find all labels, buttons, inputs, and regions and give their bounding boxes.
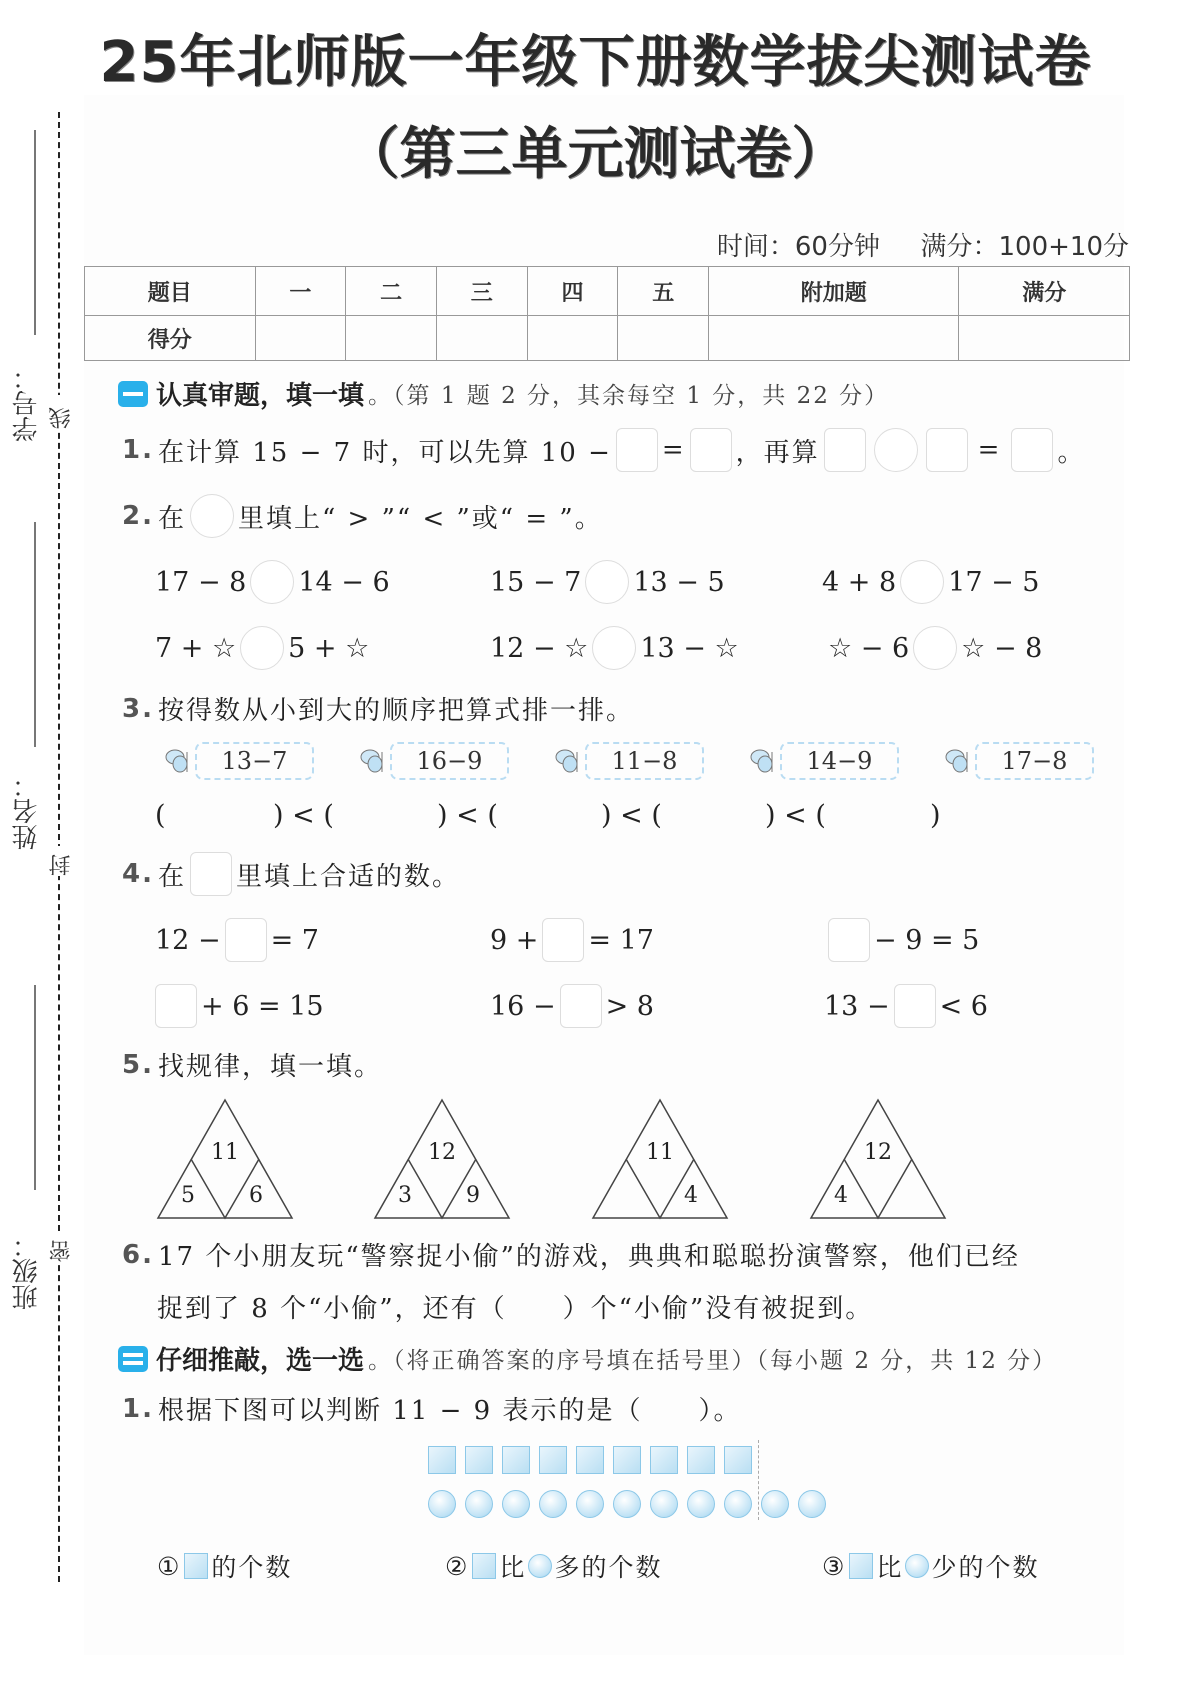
expression-card [360, 742, 509, 780]
answer-box[interactable] [894, 984, 936, 1028]
seal-word-seal: 封 [46, 846, 72, 876]
option-text: 多的个数 [554, 1553, 663, 1582]
expression-card [165, 742, 314, 780]
order-blank[interactable] [185, 800, 255, 832]
expr-before: 13 − [824, 990, 890, 1022]
number-triangle [372, 1098, 512, 1232]
option-2[interactable] [445, 1548, 662, 1584]
answer-blank[interactable] [505, 1288, 575, 1322]
number-triangle [808, 1098, 948, 1232]
section-2-title: 仔细推敲，选一选 [156, 1346, 365, 1376]
question-number: 1. [122, 435, 154, 465]
col-header: 二 [346, 267, 437, 316]
expression-card [555, 742, 704, 780]
question-1-3 [122, 690, 634, 727]
answer-box[interactable] [616, 428, 658, 472]
expr-after: = 7 [270, 924, 319, 956]
section-1-header [118, 375, 889, 412]
option-mark: ② [445, 1551, 470, 1581]
square-icon [687, 1446, 715, 1474]
square-icon [613, 1446, 641, 1474]
less-than: ) < ( [765, 800, 826, 831]
score-cell[interactable] [346, 316, 437, 361]
triangle-right: 4 [684, 1183, 698, 1208]
square-icon [724, 1446, 752, 1474]
answer-box[interactable] [690, 428, 732, 472]
period: 。 [1057, 437, 1086, 468]
option-text: 的个数 [211, 1553, 293, 1582]
butterfly-icon [165, 746, 195, 776]
circle-icon [687, 1490, 715, 1518]
score-cell[interactable] [255, 316, 346, 361]
expr-right: 17 − 5 [948, 566, 1040, 598]
question-text: 17 个小朋友玩“警察捉小偷”的游戏，典典和聪聪扮演警察，他们已经 [157, 1242, 1020, 1272]
expression-card-label: 16−9 [390, 742, 509, 780]
question-text: 找规律，填一填。 [157, 1052, 382, 1082]
order-blank[interactable] [520, 800, 600, 832]
compare-item [490, 626, 739, 670]
compare-item [490, 560, 725, 604]
compare-item [822, 560, 1039, 604]
compare-circle[interactable] [900, 560, 944, 604]
score-cell[interactable] [709, 316, 959, 361]
expr-left: ☆ − 6 [828, 632, 910, 664]
triangle-left[interactable]: 5 [181, 1183, 195, 1208]
expression-card-label: 13−7 [195, 742, 314, 780]
col-header: 一 [255, 267, 346, 316]
option-text: 少的个数 [931, 1553, 1040, 1582]
expr-right: 5 + ☆ [288, 632, 370, 664]
page-title: 25年北师版一年级下册数学拔尖测试卷 [99, 30, 1092, 95]
answer-box[interactable] [828, 918, 870, 962]
name-label: 姓名： [12, 772, 42, 850]
student-id-label: 学号： [12, 364, 42, 442]
expr-after: = 17 [588, 924, 654, 956]
order-blank[interactable] [685, 800, 765, 832]
expr-right: 13 − 5 [633, 566, 725, 598]
score-table [84, 266, 1130, 361]
order-blank[interactable] [845, 800, 925, 832]
order-answer-line [155, 800, 955, 836]
divider-dashed-line [758, 1440, 759, 1520]
fill-item [155, 918, 319, 962]
score-row [85, 316, 1130, 361]
answer-box[interactable] [824, 428, 866, 472]
circle-icon [465, 1490, 493, 1518]
less-than: ) < ( [437, 800, 498, 831]
squares-row [428, 1446, 761, 1474]
class-label: 班级： [12, 1232, 42, 1310]
name-write-line[interactable] [34, 522, 36, 747]
student-id-write-line[interactable] [34, 130, 36, 335]
answer-box[interactable] [225, 918, 267, 962]
compare-item [155, 626, 369, 670]
expression-card-label: 14−9 [780, 742, 899, 780]
circle-icon [613, 1490, 641, 1518]
circle-icon [761, 1490, 789, 1518]
expr-left: 4 + 8 [822, 566, 897, 598]
compare-item [828, 626, 1042, 670]
seal-word-line: 线 [46, 395, 72, 429]
equals-sign: = [977, 435, 1002, 465]
question-number: 5. [122, 1049, 154, 1080]
square-icon [539, 1446, 567, 1474]
question-number: 6. [122, 1239, 154, 1270]
question-text: 根据下图可以判断 11 − 9 表示的是（ ）。 [157, 1396, 742, 1426]
question-text: 按得数从小到大的顺序把算式排一排。 [157, 696, 634, 726]
square-icon [650, 1446, 678, 1474]
score-cell[interactable] [959, 316, 1130, 361]
expr-after: + 6 = 15 [201, 990, 324, 1022]
expr-right: 14 − 6 [298, 566, 390, 598]
col-header: 三 [436, 267, 527, 316]
number-triangle [590, 1098, 730, 1232]
fill-item [151, 984, 324, 1028]
question-1-4 [122, 852, 460, 896]
expr-before: 9 + [490, 924, 539, 956]
option-3[interactable] [822, 1548, 1039, 1584]
square-icon [465, 1446, 493, 1474]
question-2-1 [122, 1390, 741, 1427]
question-number: 2. [122, 501, 154, 531]
question-1-1 [122, 428, 1085, 472]
bracket: ) [930, 800, 941, 831]
option-1[interactable] [157, 1548, 292, 1584]
col-header: 附加题 [709, 267, 959, 316]
operator-circle[interactable] [874, 428, 918, 472]
option-text: 比 [876, 1553, 904, 1582]
compare-circle[interactable] [913, 626, 957, 670]
triangle-top: 11 [646, 1140, 674, 1165]
expr-right: ☆ − 8 [961, 632, 1043, 664]
row-label: 得分 [85, 316, 256, 361]
full-score: 满分：100+10分 [920, 232, 1129, 262]
score-cell[interactable] [527, 316, 618, 361]
score-cell[interactable] [436, 316, 527, 361]
question-1-5 [122, 1046, 382, 1083]
circle-icon [576, 1490, 604, 1518]
question-number: 1. [122, 1393, 154, 1424]
question-text: 在 [157, 503, 186, 534]
col-header: 题目 [85, 267, 256, 316]
exam-meta [717, 226, 1129, 263]
circle-icon [905, 1554, 929, 1578]
question-text: 在计算 15 − 7 时，可以先算 10 − [157, 437, 612, 468]
question-1-2 [122, 494, 603, 538]
score-cell[interactable] [618, 316, 709, 361]
butterfly-icon [360, 746, 390, 776]
compare-circle[interactable] [250, 560, 294, 604]
question-text: 里填上“ > ”“ < ”或“ = ”。 [238, 503, 603, 534]
question-text: ，再算 [735, 437, 820, 468]
section-1-title: 认真审题，填一填 [156, 381, 365, 411]
option-mark: ③ [822, 1551, 847, 1581]
compare-circle[interactable] [240, 626, 284, 670]
order-blank[interactable] [355, 800, 435, 832]
expr-left: 15 − 7 [490, 566, 582, 598]
section-1-badge-icon [118, 381, 148, 407]
circle-icon [528, 1554, 552, 1578]
expression-card-label: 17−8 [975, 742, 1094, 780]
score-table-header [85, 267, 1130, 316]
class-write-line[interactable] [34, 985, 36, 1190]
square-icon [849, 1553, 873, 1579]
section-2-header [118, 1340, 1057, 1377]
expr-left: 17 − 8 [155, 566, 247, 598]
square-icon [472, 1553, 496, 1579]
circle-icon [724, 1490, 752, 1518]
time-limit: 时间：60分钟 [716, 232, 880, 262]
expr-after: > 8 [605, 990, 654, 1022]
page-subtitle: （第三单元测试卷） [343, 122, 848, 187]
fill-item [490, 918, 654, 962]
question-1-6-line2: 捉到了 8 个“小偷”，还有（ ）个“小偷”没有被捉到。 [157, 1294, 874, 1324]
answer-box[interactable] [542, 918, 584, 962]
question-text: 里填上合适的数。 [236, 861, 461, 892]
square-icon [502, 1446, 530, 1474]
square-icon [184, 1553, 208, 1579]
fill-item [490, 984, 654, 1028]
expression-card [750, 742, 899, 780]
col-header: 四 [527, 267, 618, 316]
expr-left: 12 − ☆ [490, 632, 589, 664]
section-1-note: 。（第 1 题 2 分，其余每空 1 分，共 22 分） [368, 383, 890, 409]
triangle-right[interactable]: 6 [249, 1183, 263, 1208]
expr-before: 16 − [490, 990, 556, 1022]
circle-icon [539, 1490, 567, 1518]
option-mark: ① [157, 1551, 182, 1581]
triangle-top: 11 [211, 1140, 239, 1165]
triangle-left[interactable]: 3 [398, 1183, 412, 1208]
section-2-note: 。（将正确答案的序号填在括号里）（每小题 2 分，共 12 分） [368, 1348, 1058, 1374]
circle-icon [502, 1490, 530, 1518]
compare-circle[interactable] [592, 626, 636, 670]
col-header: 五 [618, 267, 709, 316]
triangle-right-blank[interactable] [902, 1183, 922, 1207]
circle-icon [798, 1490, 826, 1518]
expr-left: 7 + ☆ [155, 632, 237, 664]
circles-row [428, 1490, 835, 1518]
answer-box[interactable] [155, 984, 197, 1028]
question-number: 3. [122, 693, 154, 724]
expr-right: 13 − ☆ [640, 632, 739, 664]
answer-box[interactable] [1011, 428, 1053, 472]
triangle-right[interactable]: 9 [466, 1183, 480, 1208]
section-2-badge-icon [118, 1346, 148, 1372]
circle-icon [650, 1490, 678, 1518]
expression-card [945, 742, 1094, 780]
triangle-left-blank[interactable] [616, 1183, 636, 1207]
expr-after: < 6 [939, 990, 988, 1022]
answer-box[interactable] [926, 428, 968, 472]
butterfly-icon [945, 746, 975, 776]
less-than: ) < ( [273, 800, 334, 831]
circle-icon [428, 1490, 456, 1518]
bracket: ( [155, 800, 166, 831]
col-header: 满分 [959, 267, 1130, 316]
answer-box[interactable] [560, 984, 602, 1028]
compare-item [155, 560, 390, 604]
seal-word-secret: 密 [46, 1232, 72, 1262]
square-icon [428, 1446, 456, 1474]
equals-sign: = [661, 435, 686, 465]
compare-circle[interactable] [585, 560, 629, 604]
expr-after: − 9 = 5 [874, 924, 980, 956]
butterfly-icon [750, 746, 780, 776]
question-text: 在 [157, 861, 186, 892]
fill-item [824, 984, 988, 1028]
fill-item [824, 918, 979, 962]
triangle-left: 4 [834, 1183, 848, 1208]
option-text: 比 [499, 1553, 527, 1582]
question-1-6 [122, 1236, 1020, 1273]
expr-before: 12 − [155, 924, 221, 956]
square-icon [576, 1446, 604, 1474]
expression-card-label: 11−8 [585, 742, 704, 780]
butterfly-icon [555, 746, 585, 776]
example-circle-icon [190, 494, 234, 538]
triangle-top: 12 [428, 1140, 456, 1165]
less-than: ) < ( [601, 800, 662, 831]
number-triangle [155, 1098, 295, 1232]
triangle-top: 12 [864, 1140, 892, 1165]
example-box-icon [190, 852, 232, 896]
question-number: 4. [122, 859, 154, 889]
